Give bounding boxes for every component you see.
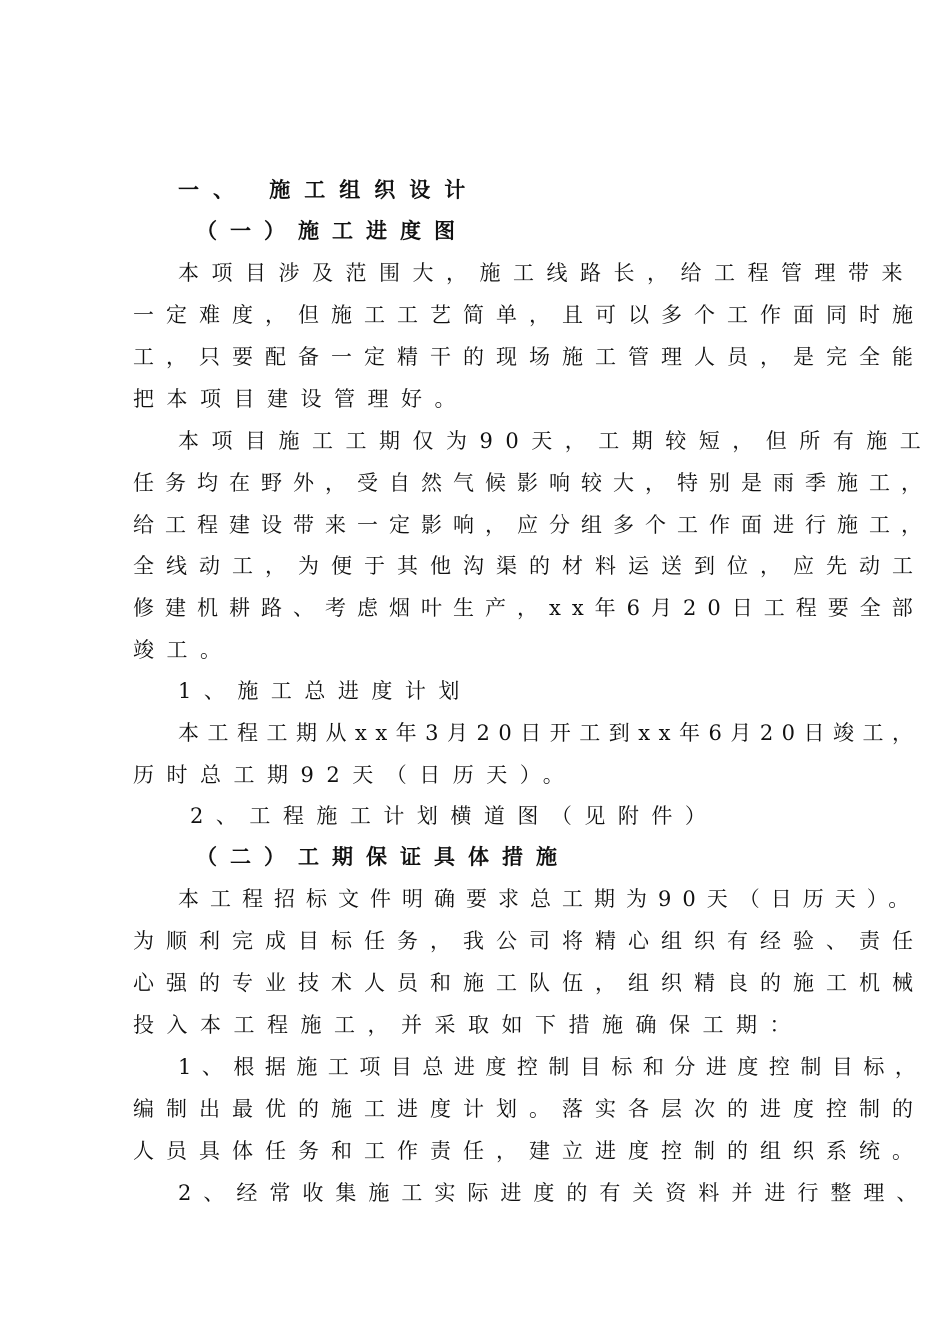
paragraph-line: 心强的专业技术人员和施工队伍，组织精良的施工机械 [133, 971, 925, 995]
paragraph-line: 一定难度，但施工工艺简单，且可以多个工作面同时施 [133, 303, 925, 327]
paragraph-line: 编制出最优的施工进度计划。落实各层次的进度控制的 [133, 1097, 925, 1121]
paragraph-line: 全线动工，为便于其他沟渠的材料运送到位，应先动工 [133, 554, 925, 578]
paragraph-line: 修建机耕路、考虑烟叶生产，xx年6月20日工程要全部 [133, 596, 924, 620]
paragraph-line: 给工程建设带来一定影响，应分组多个工作面进行施工， [133, 513, 933, 537]
paragraph-line: 把本项目建设管理好。 [133, 387, 468, 411]
paragraph-line: 本项目涉及范围大，施工线路长，给工程管理带来 [178, 261, 915, 285]
heading-level-1: 一、 施工组织设计 [178, 178, 480, 202]
paragraph-line: 工，只要配备一定精干的现场施工管理人员，是完全能 [133, 345, 925, 369]
paragraph-line: 竣工。 [133, 638, 234, 662]
paragraph-line: 历时总工期92天（日历天）。 [133, 763, 577, 787]
paragraph-line: 1、根据施工项目总进度控制目标和分进度控制目标， [178, 1055, 927, 1079]
item-title-overall-schedule: 1、施工总进度计划 [178, 679, 472, 703]
paragraph-line: 2、经常收集施工实际进度的有关资料并进行整理、 [178, 1181, 930, 1205]
paragraph-line: 人员具体任务和工作责任，建立进度控制的组织系统。 [133, 1139, 925, 1163]
paragraph-line: 投入本工程施工，并采取如下措施确保工期： [133, 1013, 803, 1037]
section-heading-progress-chart: （一）施工进度图 [196, 219, 468, 243]
paragraph-line: 本工程招标文件明确要求总工期为90天（日历天）。 [178, 887, 921, 911]
item-title-gantt-chart: 2、工程施工计划横道图（见附件） [190, 804, 719, 828]
paragraph-line: 为顺利完成目标任务，我公司将精心组织有经验、责任 [133, 929, 925, 953]
section-heading-schedule-measures: （二）工期保证具体措施 [196, 845, 570, 869]
paragraph-line: 本工程工期从xx年3月20日开工到xx年6月20日竣工， [178, 721, 922, 745]
paragraph-line: 本项目施工工期仅为90天，工期较短，但所有施工 [178, 429, 934, 453]
paragraph-line: 任务均在野外，受自然气候影响较大，特别是雨季施工， [133, 471, 933, 495]
